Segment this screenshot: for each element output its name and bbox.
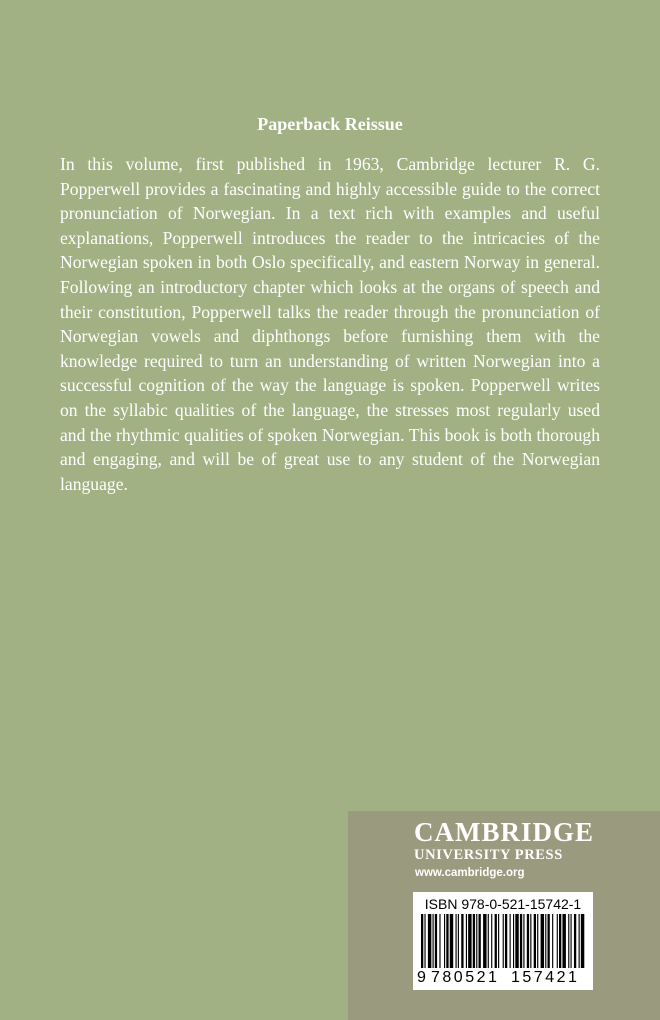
book-description: In this volume, first published in 1963, Cambridge lecturer R. G. Popperwell provides a fascinating and highly accessible guide to the correct pronunciation of Norwegian. In a text rich with examples and useful explanations, Popperwell introduces the reader to the intricacies of the Norwegian spoken in both Oslo specifically, and eastern Norway in general. Following an introductory chapter which looks at the organs of speech and their constitution, Popperwell talks the reader through the pronunciation of Norwegian vowels and diphthongs before furnishing them with the knowledge required to turn an understanding of written Norwegian into a successful cognition of the way the language is spoken. Popperwell writes on the syllabic qualities of the language, the stresses most regularly used and the rhythmic qualities of spoken Norwegian. This book is both thorough and engaging, and will be of great use to any student of the Norwegian language. <box>60 154 600 494</box>
publisher-website: www.cambridge.org <box>415 867 525 879</box>
reissue-heading: Paperback Reissue <box>257 114 403 134</box>
publisher-logo-name: CAMBRIDGE <box>414 817 595 847</box>
barcode-digit-group-1: 780521 <box>431 969 500 986</box>
barcode-digit-lead: 9 <box>417 969 426 986</box>
barcode-digits <box>417 969 589 987</box>
isbn-label: ISBN 978-0-521-15742-1 <box>424 896 582 912</box>
barcode-panel <box>413 892 593 990</box>
barcode-icon <box>419 914 587 970</box>
barcode-digit-group-2: 157421 <box>511 969 580 986</box>
publisher-logo-subname: UNIVERSITY PRESS <box>414 847 563 863</box>
publisher-panel <box>348 811 660 1020</box>
